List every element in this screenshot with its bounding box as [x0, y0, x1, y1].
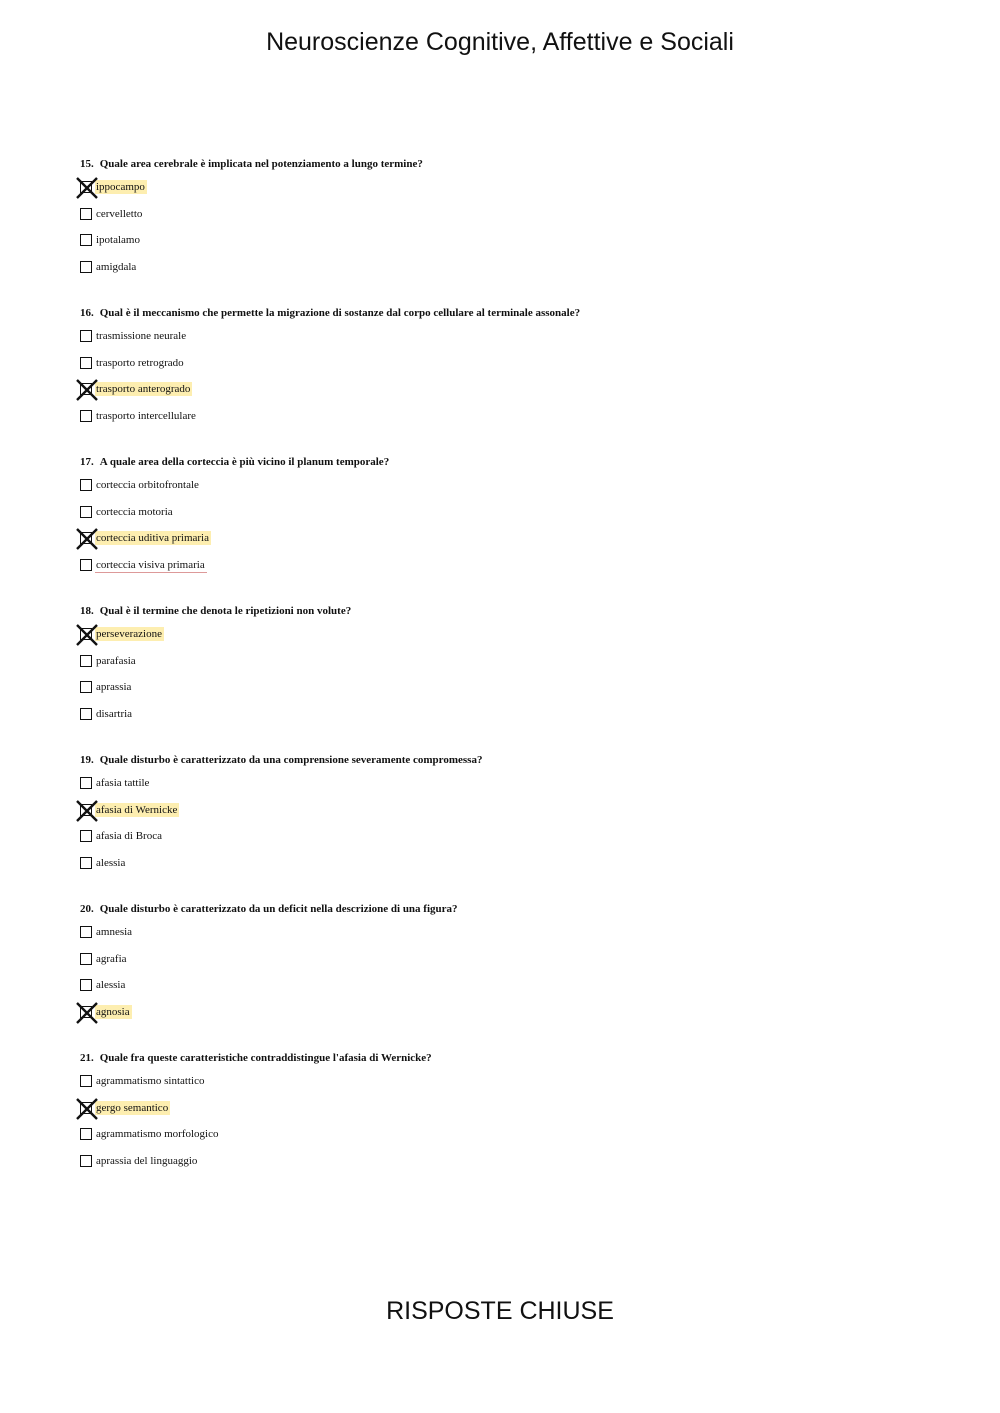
- answer-option[interactable]: [80, 409, 960, 436]
- question-label: Qual è il meccanismo che permette la migrazione di sostanze dal corpo cellulare al terminale assonale?: [99, 307, 581, 319]
- checkbox[interactable]: [80, 857, 92, 869]
- cross-mark-icon: [76, 177, 98, 199]
- question-label: Quale disturbo è caratterizzato da una comprensione severamente compromessa?: [99, 754, 483, 766]
- cross-mark-icon: [76, 624, 98, 646]
- answer-option[interactable]: [80, 329, 960, 356]
- question-label: A quale area della corteccia è più vicino il planum temporale?: [99, 456, 390, 468]
- answer-option[interactable]: [80, 776, 960, 803]
- cross-mark-icon: [76, 1098, 98, 1120]
- cross-mark-icon: [76, 1002, 98, 1024]
- question-18: [80, 603, 960, 733]
- checkbox[interactable]: [80, 708, 92, 720]
- cross-mark-icon: [76, 379, 98, 401]
- checkbox[interactable]: [80, 681, 92, 693]
- answer-option[interactable]: [80, 1101, 960, 1128]
- cross-mark-icon: [76, 800, 98, 822]
- question-list: [80, 156, 960, 1199]
- checked-checkbox[interactable]: [80, 628, 92, 640]
- answer-option[interactable]: [80, 382, 960, 409]
- question-text: [80, 454, 960, 470]
- option-label: aprassia del linguaggio: [96, 1154, 198, 1167]
- question-15: [80, 156, 960, 286]
- question-label: Qual è il termine che denota le ripetizioni non volute?: [99, 605, 352, 617]
- checkbox[interactable]: [80, 357, 92, 369]
- checkbox[interactable]: [80, 777, 92, 789]
- checkbox[interactable]: [80, 330, 92, 342]
- answer-option[interactable]: [80, 478, 960, 505]
- answer-option[interactable]: [80, 1127, 960, 1154]
- answer-option[interactable]: [80, 207, 960, 234]
- footer-title: RISPOSTE CHIUSE: [386, 1297, 614, 1325]
- answer-option[interactable]: [80, 1154, 960, 1181]
- answer-option[interactable]: [80, 531, 960, 558]
- answer-option[interactable]: [80, 1074, 960, 1101]
- checkbox[interactable]: [80, 208, 92, 220]
- option-label: corteccia uditiva primaria: [96, 532, 209, 544]
- checked-checkbox[interactable]: [80, 383, 92, 395]
- option-label: ippocampo: [96, 181, 145, 193]
- option-label: afasia tattile: [96, 777, 150, 789]
- option-label: trasporto intercellulare: [96, 409, 196, 422]
- answer-option[interactable]: [80, 707, 960, 734]
- answer-option[interactable]: [80, 1005, 960, 1032]
- answer-option[interactable]: [80, 180, 960, 207]
- checkbox[interactable]: [80, 1128, 92, 1140]
- option-label: trasmissione neurale: [96, 330, 187, 342]
- answer-option[interactable]: [80, 654, 960, 681]
- checkbox[interactable]: [80, 979, 92, 991]
- question-number: 17.: [80, 456, 94, 468]
- option-label: agnosia: [96, 1005, 130, 1018]
- answer-option[interactable]: [80, 829, 960, 856]
- option-label: alessia: [96, 856, 126, 869]
- answer-option[interactable]: [80, 803, 960, 830]
- option-label: amigdala: [96, 260, 137, 273]
- option-label: perseverazione: [96, 628, 162, 640]
- question-text: [80, 156, 960, 172]
- question-20: [80, 901, 960, 1031]
- answer-option[interactable]: [80, 925, 960, 952]
- question-text: [80, 752, 960, 768]
- answer-option[interactable]: [80, 978, 960, 1005]
- answer-option[interactable]: [80, 505, 960, 532]
- option-label: afasia di Broca: [96, 830, 162, 842]
- question-number: 19.: [80, 754, 94, 766]
- question-number: 20.: [80, 903, 94, 915]
- checkbox[interactable]: [80, 953, 92, 965]
- question-21: [80, 1050, 960, 1180]
- option-label: alessia: [96, 979, 126, 991]
- cross-mark-icon: [76, 528, 98, 550]
- option-label: agrafia: [96, 952, 127, 965]
- option-label: agrammatismo morfologico: [96, 1128, 219, 1140]
- checkbox[interactable]: [80, 410, 92, 422]
- checkbox[interactable]: [80, 1155, 92, 1167]
- checked-checkbox[interactable]: [80, 1102, 92, 1114]
- answer-option[interactable]: [80, 856, 960, 883]
- question-text: [80, 901, 960, 917]
- answer-option[interactable]: [80, 233, 960, 260]
- option-label: trasporto retrogrado: [96, 356, 184, 369]
- option-label: amnesia: [96, 926, 133, 938]
- option-label: corteccia visiva primaria: [96, 558, 205, 571]
- question-number: 18.: [80, 605, 94, 617]
- checkbox[interactable]: [80, 234, 92, 246]
- answer-option[interactable]: [80, 952, 960, 979]
- checked-checkbox[interactable]: [80, 532, 92, 544]
- answer-option[interactable]: [80, 627, 960, 654]
- option-label: parafasia: [96, 654, 136, 667]
- question-text: [80, 1050, 960, 1066]
- question-label: Quale fra queste caratteristiche contraddistingue l'afasia di Wernicke?: [99, 1052, 432, 1064]
- question-17: [80, 454, 960, 584]
- option-label: aprassia: [96, 681, 132, 693]
- checkbox[interactable]: [80, 1075, 92, 1087]
- checked-checkbox[interactable]: [80, 1006, 92, 1018]
- checkbox[interactable]: [80, 261, 92, 273]
- option-label: afasia di Wernicke: [96, 803, 178, 816]
- option-label: corteccia motoria: [96, 505, 173, 518]
- checkbox[interactable]: [80, 559, 92, 571]
- option-label: trasporto anterogrado: [96, 383, 191, 395]
- answer-option[interactable]: [80, 558, 960, 585]
- answer-option[interactable]: [80, 260, 960, 287]
- checked-checkbox[interactable]: [80, 804, 92, 816]
- option-label: gergo semantico: [96, 1101, 169, 1114]
- question-16: [80, 305, 960, 435]
- checkbox[interactable]: [80, 506, 92, 518]
- option-label: agrammatismo sintattico: [96, 1075, 205, 1087]
- page-title: Neuroscienze Cognitive, Affettive e Sociali: [266, 28, 734, 56]
- answer-option[interactable]: [80, 356, 960, 383]
- checkbox[interactable]: [80, 479, 92, 491]
- option-label: corteccia orbitofrontale: [96, 479, 199, 491]
- checkbox[interactable]: [80, 830, 92, 842]
- checked-checkbox[interactable]: [80, 181, 92, 193]
- option-label: disartria: [96, 707, 133, 720]
- question-text: [80, 305, 960, 321]
- question-text: [80, 603, 960, 619]
- question-number: 15.: [80, 158, 94, 170]
- answer-option[interactable]: [80, 680, 960, 707]
- option-label: cervelletto: [96, 207, 143, 220]
- question-number: 16.: [80, 307, 94, 319]
- question-label: Quale disturbo è caratterizzato da un deficit nella descrizione di una figura?: [99, 903, 458, 915]
- question-19: [80, 752, 960, 882]
- question-number: 21.: [80, 1052, 94, 1064]
- option-label: ipotalamo: [96, 234, 140, 246]
- checkbox[interactable]: [80, 926, 92, 938]
- checkbox[interactable]: [80, 655, 92, 667]
- question-label: Quale area cerebrale è implicata nel potenziamento a lungo termine?: [99, 158, 423, 170]
